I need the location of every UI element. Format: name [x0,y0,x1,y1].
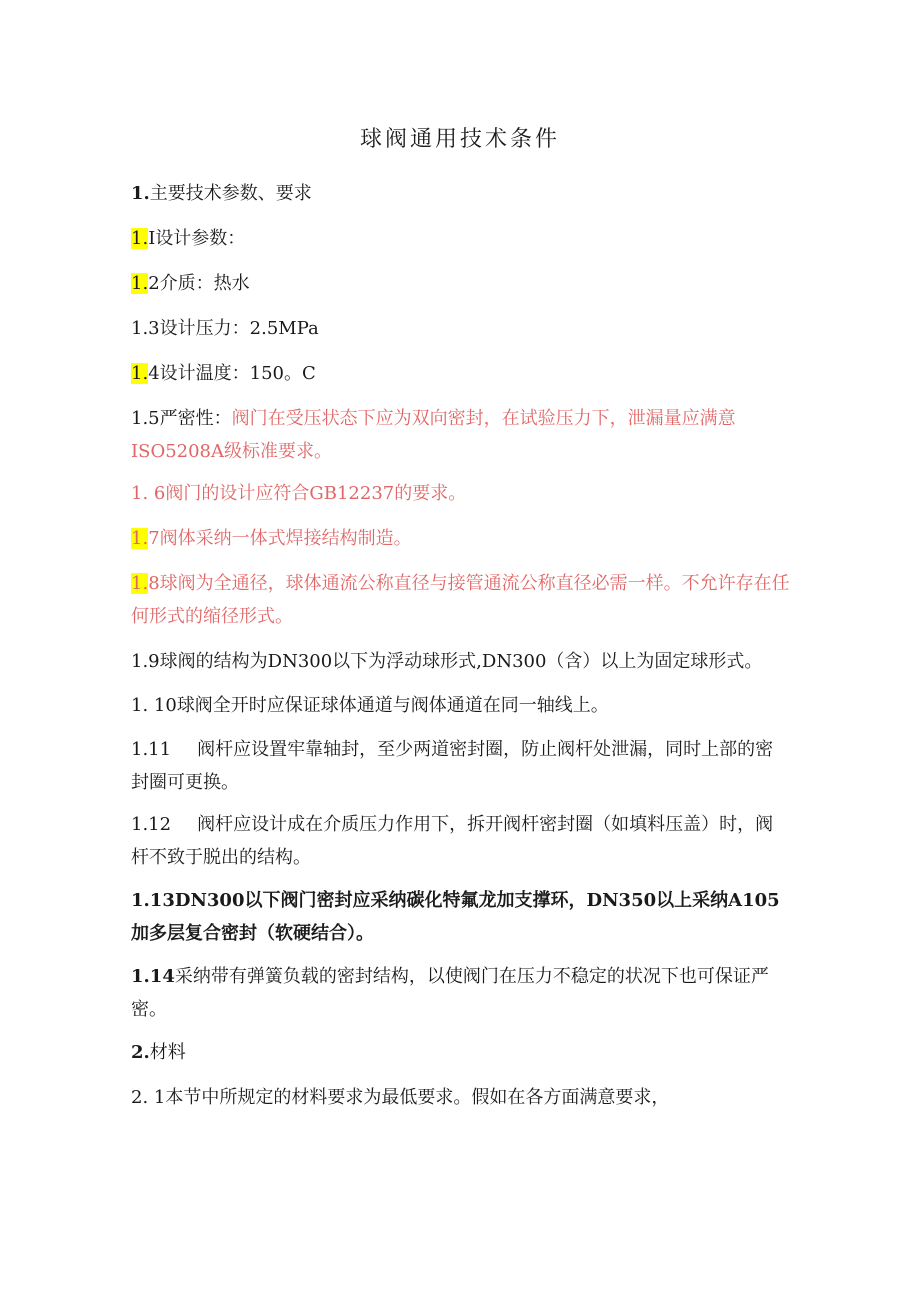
item-text-red: 球阀为全通径，球体通流公称直径与接管通流公称直径必需一样。不允许存在任何形式的缩径形式。 [131,573,790,627]
item-number-highlighted: 1. [131,528,149,549]
item-1-11 [131,733,791,799]
item-text: 本节中所规定的材料要求为最低要求。假如在各方面满意要求， [165,1087,670,1108]
item-number: 1.5 [131,408,160,429]
item-1-1 [131,222,791,255]
item-text-red: 阀门的设计应符合GB12237的要求。 [165,483,467,504]
item-1-8 [131,567,791,633]
item-text-red: 阀体采纳一体式焊接结构制造。 [159,528,412,549]
item-1-7 [131,522,791,555]
item-number: 1. 6 [131,483,166,504]
item-1-12 [131,808,791,874]
item-1-14 [131,960,791,1026]
item-1-2 [131,267,791,300]
item-text: 设计压力：2.5MPa [159,318,319,339]
item-number: 1. 10 [131,695,177,716]
item-1-10 [131,689,791,722]
section-number: 1. [131,183,150,204]
item-number-highlighted: 1. [131,363,149,384]
section-title: 材料 [149,1042,186,1063]
document-title: 球阀通用技术条件 [359,127,560,152]
item-1-6 [131,477,791,510]
item-number-highlighted: 1. [131,228,149,249]
item-text: 设计温度：150。C [159,363,316,384]
item-2-1 [131,1081,791,1114]
item-1-4 [131,357,791,390]
item-number-rest: 7 [148,528,160,549]
item-text: 阀杆应设计成在介质压力作用下，拆开阀杆密封圈（如填料压盖）时，阀杆不致于脱出的结构。 [131,814,774,868]
section-title: 主要技术参数、要求 [149,183,312,204]
item-number-rest: 4 [148,363,160,384]
item-1-13 [131,884,791,950]
item-number-rest: 2 [148,273,160,294]
item-number: 1.11 [131,739,172,760]
item-number: 1.9 [131,651,160,672]
item-number: 1.3 [131,318,160,339]
item-1-3 [131,312,791,345]
item-number-highlighted: 1. [131,573,149,594]
item-1-5 [131,402,791,468]
item-number: 1.12 [131,814,172,835]
section-1-heading [131,177,791,210]
item-text: 球阀的结构为DN300以下为浮动球形式,DN300（含）以上为固定球形式。 [159,651,763,672]
item-1-9 [131,645,791,678]
item-text: 阀杆应设置牢靠轴封，至少两道密封圈，防止阀杆处泄漏，同时上部的密封圈可更换。 [131,739,774,793]
section-2-heading [131,1036,791,1069]
item-number: 1.14 [131,966,175,987]
item-text: 设计参数： [155,228,246,249]
item-number: 2. 1 [131,1087,166,1108]
item-text: DN300以下阀门密封应采纳碳化特氟龙加支撑环，DN350以上采纳A105加多层复合密封（软硬结合）。 [131,890,780,944]
item-text-red: 阀门在受压状态下应为双向密封，在试验压力下，泄漏量应满意ISO5208A级标准要求。 [131,408,736,462]
item-label: 严密性： [159,408,232,429]
item-number-rest: I [148,228,156,249]
item-number-rest: 8 [148,573,160,594]
item-number: 1.13 [131,890,175,911]
item-text: 球阀全开时应保证球体通道与阀体通道在同一轴线上。 [176,695,609,716]
item-text: 介质：热水 [159,273,250,294]
item-number-highlighted: 1. [131,273,149,294]
item-text: 采纳带有弹簧负载的密封结构，以使阀门在压力不稳定的状况下也可保证严密。 [131,966,769,1020]
section-number: 2. [131,1042,150,1063]
